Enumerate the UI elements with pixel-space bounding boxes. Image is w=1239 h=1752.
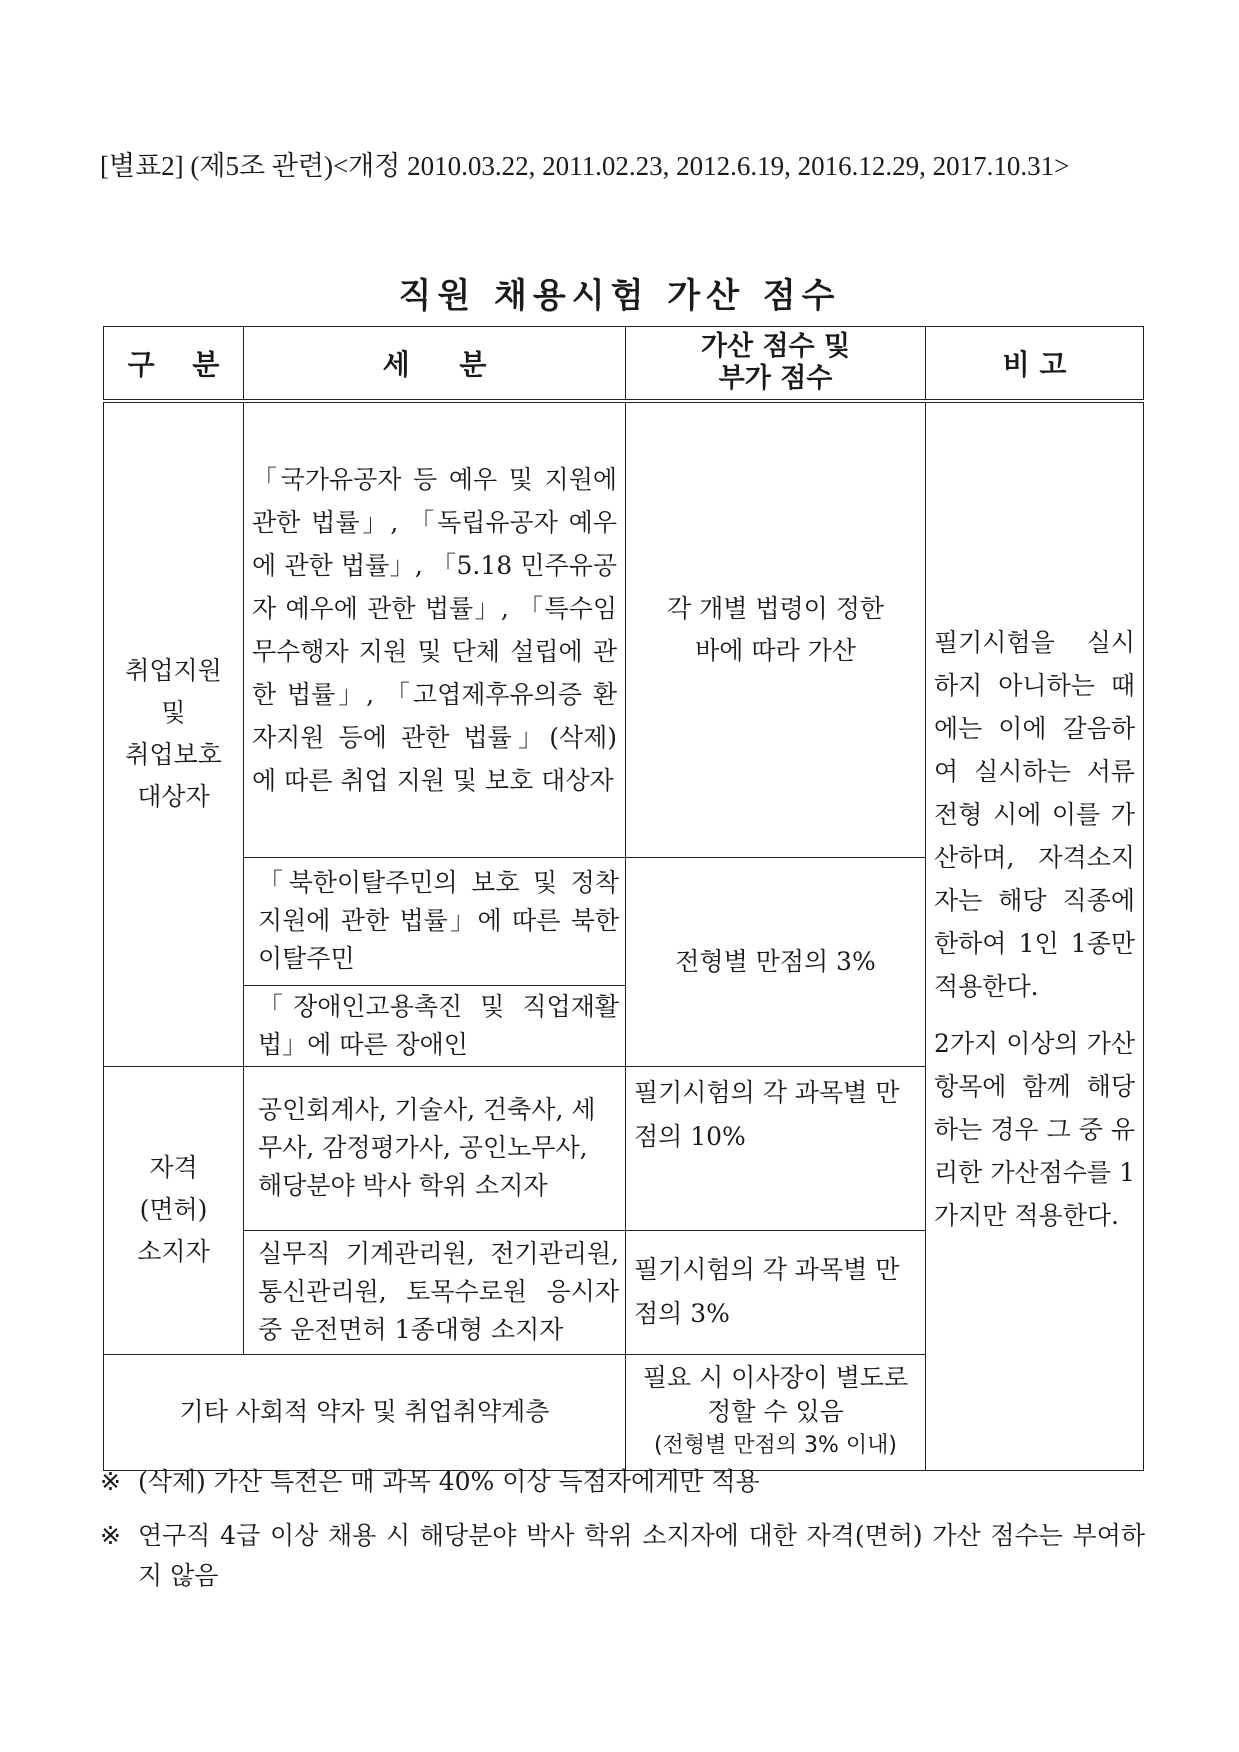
reference-mark-icon: ※ (100, 1521, 121, 1550)
score-line-3: (전형별 만점의 3% 이내) (653, 1433, 898, 1458)
detail-disabled-persons: 「장애인고용촉진 및 직업재활법」에 따른 장애인 (244, 985, 626, 1066)
page-title: 직원 채용시험 가산 점수 (398, 276, 841, 316)
detail-north-korean-defectors: 「북한이탈주민의 보호 및 정착지원에 관한 법률」에 따른 북한이탈주민 (244, 857, 626, 985)
footnote-text: (삭제) 가산 특전은 매 과목 40% 이상 득점자에게만 적용 (138, 1467, 760, 1496)
footnote-1 (100, 1462, 1145, 1502)
header-detail: 세 분 (244, 327, 626, 402)
remarks-paragraph-1: 필기시험을 실시하지 아니하는 때에는 이에 갈음하여 실시하는 서류전형 시에 이를 가산하며, 자격소지자는 해당 직종에 한하여 1인 1종만 적용한다. (934, 628, 1135, 1002)
score-three-percent: 전형별 만점의 3% (626, 857, 926, 1066)
group1-label-1: 취업지원 (125, 656, 222, 686)
header-score-line1: 가산 점수 및 (700, 331, 851, 362)
group1-label-2: 및 (161, 698, 186, 728)
bonus-score-table (103, 326, 1144, 1471)
group1-label-3: 취업보호 (125, 740, 222, 770)
score-ten-percent: 필기시험의 각 과목별 만점의 10% (626, 1066, 926, 1230)
footnote-text: 연구직 4급 이상 채용 시 해당분야 박사 학위 소지자에 대한 자격(면허) 가산 점수는 부여하지 않음 (138, 1521, 1145, 1590)
header-remarks: 비 고 (926, 327, 1144, 402)
remarks-paragraph-2: 2가지 이상의 가산항목에 함께 해당하는 경우 그 중 유리한 가산점수를 1가지만 적용한다. (934, 1029, 1135, 1231)
header-category: 구 분 (104, 327, 244, 402)
header-score (626, 327, 926, 402)
group2-label-1: 자격 (149, 1153, 198, 1182)
score-discretionary (626, 1354, 926, 1470)
score-line-2: 정할 수 있음 (707, 1397, 844, 1426)
score-line-2: 바에 따라 가산 (695, 635, 856, 665)
detail-driver-license: 실무직 기계관리원, 전기관리원, 통신관리원, 토목수로원 응시자 중 운전면허 1종대형 소지자 (244, 1230, 626, 1354)
score-individual-laws (626, 401, 926, 857)
header-score-line2: 부가 점수 (718, 363, 833, 394)
detail-professional-licenses: 공인회계사, 기술사, 건축사, 세무사, 감정평가사, 공인노무사, 해당분야 박사 학위 소지자 (244, 1066, 626, 1230)
detail-merit-laws: 「국가유공자 등 예우 및 지원에 관한 법률」, 「독립유공자 예우에 관한 법률」, 「5.18 민주유공자 예우에 관한 법률」, 「특수임무수행자 지원 및 단체 설립에 관한 법률」, 「고엽제후유의증 환자지원 등에 관한 법률」(삭제) 에 따른 취업 지원 및 보호 대상자 (244, 401, 626, 857)
group1-label-4: 대상자 (137, 782, 210, 812)
group2-label-2: (면허) (139, 1195, 208, 1224)
table-header-row (104, 327, 1144, 402)
group-license-holders (104, 1066, 244, 1354)
group2-label-3: 소지자 (137, 1237, 210, 1266)
reference-mark-icon: ※ (100, 1467, 121, 1496)
score-line-1: 각 개별 법령이 정한 (666, 593, 885, 623)
remarks-cell (926, 401, 1144, 1470)
table-row (104, 401, 1144, 857)
footnote-2 (100, 1516, 1145, 1596)
group-employment-support (104, 401, 244, 1066)
score-subject-three-percent: 필기시험의 각 과목별 만점의 3% (626, 1230, 926, 1354)
group-other-vulnerable: 기타 사회적 약자 및 취업취약계층 (104, 1354, 626, 1470)
score-line-1: 필요 시 이사장이 별도로 (642, 1363, 909, 1392)
footnotes (100, 1462, 1145, 1610)
header-reference: [별표2] (제5조 관련)<개정 2010.03.22, 2011.02.23, 2012.6.19, 2016.12.29, 2017.10.31> (100, 151, 1070, 181)
